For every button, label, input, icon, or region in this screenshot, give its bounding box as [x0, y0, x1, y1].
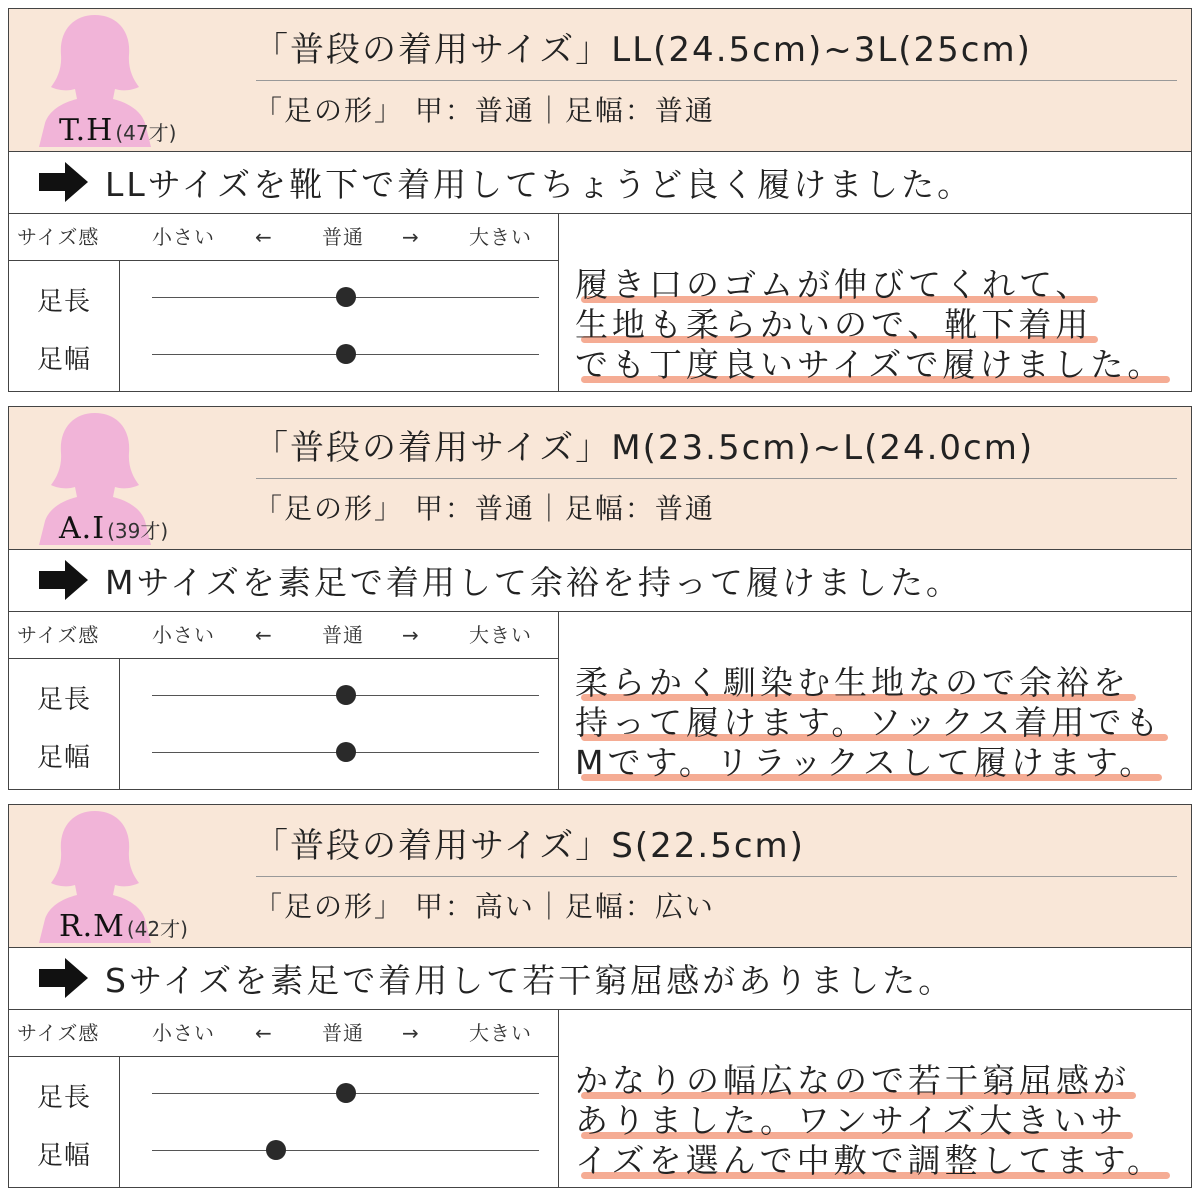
- foot-width-marker: [336, 344, 356, 364]
- comment-line: [575, 1101, 1187, 1141]
- comment-line: [575, 663, 1187, 703]
- foot-length-marker: [336, 287, 356, 307]
- reviewer-initials: R.M: [59, 909, 125, 944]
- foot-shape: 「足の形」 甲：普通｜足幅：普通: [254, 492, 715, 525]
- comment-text: でも丁度良いサイズで履けました。: [575, 345, 1165, 384]
- fit-scale: [9, 1057, 559, 1187]
- fit-row-labels: [9, 261, 120, 391]
- fit-row-labels: [9, 659, 120, 789]
- foot-width-label: 足幅: [37, 743, 92, 773]
- foot-length-label: 足長: [37, 287, 92, 317]
- foot-length-track: [152, 297, 539, 298]
- right-arrow-icon: [37, 559, 89, 601]
- foot-width-label: 足幅: [37, 1141, 92, 1171]
- comment-text: かなりの幅広なので若干窮屈感が: [575, 1061, 1130, 1100]
- reviewer-initials: T.H: [59, 113, 114, 148]
- scale-normal-label: 普通: [322, 225, 364, 249]
- fit-scale: [9, 659, 559, 789]
- scale-title: サイズ感: [17, 1021, 100, 1045]
- foot-width-track: [152, 752, 539, 753]
- reviewer-header: [9, 805, 1191, 948]
- comment-line: [575, 265, 1187, 305]
- scale-large-label: 大きい: [469, 623, 532, 647]
- review-card: [8, 8, 1192, 392]
- foot-length-marker: [336, 1083, 356, 1103]
- comment-line: [575, 345, 1187, 385]
- scale-header: [9, 1009, 559, 1057]
- scale-small-label: 小さい: [152, 225, 215, 249]
- right-arrow-glyph-icon: →: [402, 225, 420, 249]
- comment-line: [575, 1061, 1187, 1101]
- right-arrow-icon: [37, 957, 89, 999]
- usual-size: 「普段の着用サイズ」M(23.5cm)~L(24.0cm): [254, 428, 1035, 468]
- reviewer-age: (47才): [115, 121, 177, 145]
- scale-small-label: 小さい: [152, 1021, 215, 1045]
- verdict-row: [9, 151, 1191, 214]
- verdict-text: LLサイズを靴下で着用してちょうど良く履けました。: [105, 164, 974, 204]
- foot-width-label: 足幅: [37, 345, 92, 375]
- review-card: [8, 804, 1192, 1188]
- right-arrow-icon: [37, 161, 89, 203]
- comment-line: [575, 1141, 1187, 1181]
- comment-text: 生地も柔らかいので、靴下着用: [575, 305, 1093, 344]
- reviewer-identity: [59, 511, 168, 547]
- reviewer-age: (39才): [107, 519, 169, 543]
- reviewer-header: [9, 9, 1191, 152]
- header-divider: [256, 478, 1177, 479]
- right-arrow-glyph-icon: →: [402, 1021, 420, 1045]
- comment-line: [575, 305, 1187, 345]
- review-comment: [575, 1061, 1187, 1181]
- header-divider: [256, 80, 1177, 81]
- reviewer-age: (42才): [126, 917, 188, 941]
- left-arrow-icon: ←: [255, 1021, 273, 1045]
- comment-line: [575, 743, 1187, 783]
- reviewer-header: [9, 407, 1191, 550]
- foot-width-marker: [336, 742, 356, 762]
- scale-title: サイズ感: [17, 225, 100, 249]
- comment-text: ありました。ワンサイズ大きいサ: [575, 1101, 1128, 1140]
- verdict-row: [9, 549, 1191, 612]
- reviewer-initials: A.I: [59, 511, 106, 546]
- fit-row-labels: [9, 1057, 120, 1187]
- foot-width-marker: [266, 1140, 286, 1160]
- scale-normal-label: 普通: [322, 623, 364, 647]
- scale-normal-label: 普通: [322, 1021, 364, 1045]
- usual-size: 「普段の着用サイズ」LL(24.5cm)~3L(25cm): [254, 30, 1032, 70]
- review-comment: [575, 663, 1187, 783]
- scale-large-label: 大きい: [469, 1021, 532, 1045]
- scale-title: サイズ感: [17, 623, 100, 647]
- scale-header: [9, 213, 559, 261]
- foot-shape: 「足の形」 甲：普通｜足幅：普通: [254, 94, 715, 127]
- comment-text: 履き口のゴムが伸びてくれて、: [575, 265, 1093, 304]
- foot-length-label: 足長: [37, 1083, 92, 1113]
- comment-text: 柔らかく馴染む生地なので余裕を: [575, 663, 1130, 702]
- scale-large-label: 大きい: [469, 225, 532, 249]
- review-card: [8, 406, 1192, 790]
- scale-small-label: 小さい: [152, 623, 215, 647]
- foot-width-track: [152, 354, 539, 355]
- usual-size: 「普段の着用サイズ」S(22.5cm): [254, 826, 805, 866]
- comment-text: Mです。リラックスして履けます。: [575, 743, 1157, 782]
- left-arrow-icon: ←: [255, 623, 273, 647]
- header-divider: [256, 876, 1177, 877]
- reviewer-identity: [59, 113, 176, 149]
- foot-length-label: 足長: [37, 685, 92, 715]
- right-arrow-glyph-icon: →: [402, 623, 420, 647]
- scale-header: [9, 611, 559, 659]
- left-arrow-icon: ←: [255, 225, 273, 249]
- foot-length-track: [152, 1093, 539, 1094]
- comment-line: [575, 703, 1187, 743]
- comment-text: 持って履けます。ソックス着用でも: [575, 703, 1163, 742]
- verdict-text: Sサイズを素足で着用して若干窮屈感がありました。: [105, 960, 955, 1000]
- reviewer-identity: [59, 909, 188, 945]
- foot-shape: 「足の形」 甲：高い｜足幅：広い: [254, 890, 715, 923]
- foot-length-track: [152, 695, 539, 696]
- foot-length-marker: [336, 685, 356, 705]
- foot-width-track: [152, 1150, 539, 1151]
- fit-scale: [9, 261, 559, 391]
- review-comment: [575, 265, 1187, 385]
- verdict-text: Mサイズを素足で着用して余裕を持って履けました。: [105, 562, 962, 602]
- comment-text: イズを選んで中敷で調整してます。: [575, 1141, 1165, 1180]
- verdict-row: [9, 947, 1191, 1010]
